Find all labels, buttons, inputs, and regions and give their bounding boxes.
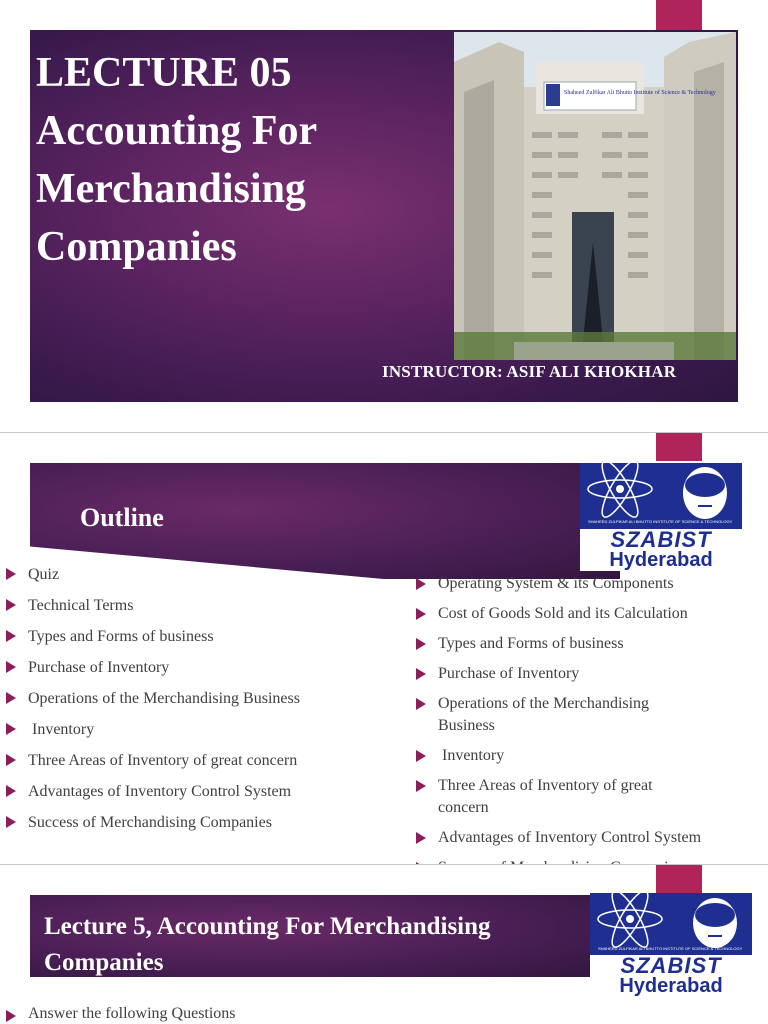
list-item: Cost of Goods Sold and its Calculation: [416, 603, 761, 625]
logo-small-text: SHAHEED ZULFIKAR ALI BHUTTO INSTITUTE OF SCIENCE & TECHNOLOGY: [588, 519, 733, 524]
logo-emblem: [580, 463, 742, 529]
list-item: Types and Forms of business: [416, 633, 761, 655]
logo-hyderabad-text: Hyderabad: [609, 549, 713, 571]
accent-bar: [656, 865, 702, 893]
title-line: Accounting For: [36, 108, 318, 154]
building-illustration: [454, 32, 736, 360]
list-item: Three Areas of Inventory of great concern: [6, 749, 406, 780]
logo-szabist-text: SZABIST: [610, 527, 712, 552]
logo-hyderabad-text: Hyderabad: [619, 975, 723, 997]
outline-list-left: [6, 563, 406, 842]
question-prompt: Answer the following Questions: [6, 1005, 506, 1023]
bullet-arrow-icon: [416, 668, 426, 680]
list-item: Advantages of Inventory Control System: [6, 780, 406, 811]
bullet-arrow-icon: [6, 785, 16, 797]
bullet-arrow-icon: [6, 754, 16, 766]
bullet-arrow-icon: [6, 1010, 16, 1022]
bullet-arrow-icon: [6, 723, 16, 735]
bullet-arrow-icon: [6, 599, 16, 611]
slide-1: [0, 0, 768, 432]
bullet-arrow-icon: [416, 638, 426, 650]
campus-building-photo: [454, 32, 736, 360]
bullet-arrow-icon: [6, 630, 16, 642]
list-item: Quiz: [6, 563, 406, 594]
bullet-arrow-icon: [6, 692, 16, 704]
bullet-arrow-icon: [416, 780, 426, 792]
bullet-arrow-icon: [6, 568, 16, 580]
building-sign-text: Shaheed Zulfikar Ali Bhutto Institute of Science & Technology: [564, 90, 716, 96]
list-item: Operations of the Merchandising Business: [6, 687, 406, 718]
atom-portrait-icon: [590, 893, 752, 955]
outline-list-right: [416, 573, 761, 887]
list-item: Technical Terms: [6, 594, 406, 625]
list-item: Success of Merchandising Companies: [6, 811, 406, 842]
szabist-logo: [590, 893, 752, 997]
list-item: Purchase of Inventory: [6, 656, 406, 687]
slide-3: [0, 864, 768, 1024]
lecture-heading: Lecture 5, Accounting For Merchandising Companies: [44, 913, 491, 976]
list-item: Operating System & its Components: [416, 573, 761, 595]
bullet-arrow-icon: [416, 698, 426, 710]
list-item: Inventory: [6, 718, 406, 749]
bullet-arrow-icon: [416, 750, 426, 762]
instructor-name: INSTRUCTOR: ASIF ALI KHOKHAR: [382, 362, 677, 381]
list-item: Advantages of Inventory Control System: [416, 827, 761, 849]
accent-bar: [656, 0, 702, 30]
bullet-arrow-icon: [416, 578, 426, 590]
title-line: Merchandising: [36, 166, 306, 212]
title-line: Companies: [36, 224, 237, 270]
list-item: Purchase of Inventory: [416, 663, 761, 685]
list-item: Types and Forms of business: [6, 625, 406, 656]
bullet-arrow-icon: [416, 832, 426, 844]
logo-emblem: [590, 893, 752, 955]
lecture-title: [36, 44, 436, 276]
list-item: Three Areas of Inventory of great concern: [416, 775, 706, 819]
bullet-arrow-icon: [416, 608, 426, 620]
slide-2: [0, 432, 768, 864]
bullet-arrow-icon: [6, 661, 16, 673]
list-item: Inventory: [416, 745, 761, 767]
bullet-arrow-icon: [6, 816, 16, 828]
accent-bar: [656, 433, 702, 461]
logo-szabist-text: SZABIST: [620, 953, 722, 978]
list-item: Operations of the Merchandising Business: [416, 693, 706, 737]
szabist-logo: [580, 463, 742, 571]
atom-portrait-icon: [580, 463, 742, 529]
title-line: LECTURE 05: [36, 50, 292, 96]
outline-heading: Outline: [80, 503, 164, 532]
logo-small-text: SHAHEED ZULFIKAR ALI BHUTTO INSTITUTE OF SCIENCE & TECHNOLOGY: [598, 946, 743, 951]
